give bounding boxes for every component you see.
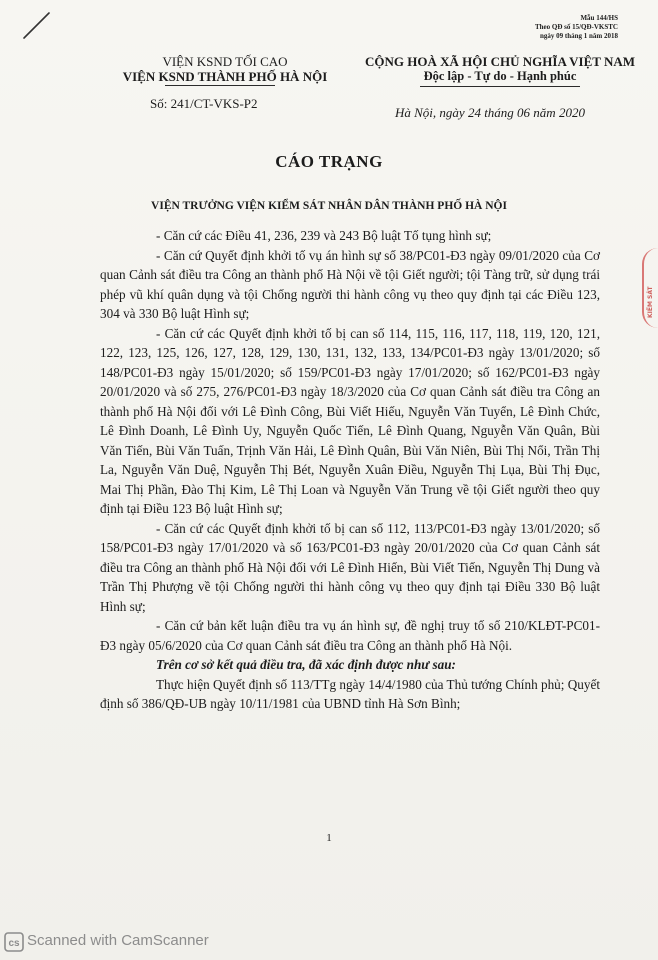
svg-text:cs: cs	[8, 938, 20, 949]
nation-motto: Độc lập - Tự do - Hạnh phúc	[423, 69, 577, 83]
legal-basis-paragraph: - Căn cứ Quyết định khởi tố vụ án hình sự số 38/PC01-Đ3 ngày 09/01/2020 của Cơ quan Cảnh sát điều tra Công an thành phố Hà Nội về tội Giết người; tội Tàng trữ, sử dụng trái phép vũ khí quân dụng và tội Chống người thi hành công vụ theo quy định tại các Điều 123, 304 và 330 Bộ luật Hình sự;	[100, 247, 600, 321]
organization-underline	[165, 85, 275, 86]
place-and-date: Hà Nội, ngày 24 tháng 06 năm 2020	[395, 105, 585, 120]
investigation-paragraph: Thực hiện Quyết định số 113/TTg ngày 14/4/1980 của Thủ tướng Chính phủ; Quyết định số 386/QĐ-UB ngày 10/11/1981 của UBND tỉnh Hà Sơn Bình;	[100, 676, 600, 711]
camscanner-watermark: Scanned with CamScanner	[27, 932, 209, 949]
national-header	[350, 54, 650, 84]
document-subtitle: VIỆN TRƯỞNG VIỆN KIỂM SÁT NHÂN DÂN THÀNH PHỐ HÀ NỘI	[151, 200, 507, 212]
form-code	[418, 14, 618, 41]
camscanner-logo-icon	[4, 932, 24, 952]
document-title: CÁO TRẠNG	[275, 152, 383, 171]
legal-basis-paragraph: - Căn cứ các Quyết định khởi tố bị can số 114, 115, 116, 117, 118, 119, 120, 121, 122, 123, 125, 126, 127, 128, 129, 130, 131, 132, 133, 134/PC01-Đ3 ngày 13/01/2020; số 148/PC01-Đ3 ngày 15/01/2020; số 159/PC01-Đ3 ngày 17/01/2020; số 162/PC01-Đ3 ngày 20/01/2020 và số 275, 276/PC01-Đ3 ngày 18/3/2020 của Cơ quan Cảnh sát điều tra Công an thành phố Hà Nội đối với Lê Đình Công, Bùi Viết Hiếu, Nguyễn Văn Tuyển, Lê Đình Chức, Lê Đình Doanh, Lê Đình Uy, Nguyễn Quốc Tiến, Lê Đình Quang, Nguyễn Văn Quân, Bùi Văn Tiến, Bùi Văn Tuấn, Trịnh Văn Hải, Lê Đình Quân, Bùi Văn Niên, Bùi Thị Nổi, Trần Thị La, Nguyễn Văn Duệ, Nguyễn Thị Bét, Nguyễn Xuân Điều, Nguyễn Thị Lụa, Bùi Thị Đục, Mai Thị Phần, Đào Thị Kim, Lê Thị Loan và Nguyễn Văn Trung về tội Giết người theo quy định tại Điều 123 Bộ luật Hình sự;	[100, 325, 600, 516]
form-code-line2: Theo QĐ số 15/QĐ-VKSTC	[534, 23, 618, 31]
legal-basis-paragraph: - Căn cứ các Quyết định khởi tố bị can số 112, 113/PC01-Đ3 ngày 13/01/2020; số 158/PC01-Đ3 ngày 17/01/2020 và số 163/PC01-Đ3 ngày 20/01/2020 của Cơ quan Cảnh sát điều tra Công an thành phố Hà Nội đối với Lê Đình Hiển, Bùi Viết Tiến, Nguyễn Thị Dung và Trần Thị Phượng về tội Chống người thi hành công vụ theo quy định tại Điều 330 Bộ luật Hình sự;	[100, 520, 600, 614]
page-number: 1	[326, 832, 332, 844]
investigation-intro: Trên cơ sở kết quả điều tra, đã xác định được như sau:	[156, 657, 456, 672]
organization-name: VIỆN KSND THÀNH PHỐ HÀ NỘI	[122, 69, 328, 84]
nation-underline	[420, 86, 580, 87]
organization-parent: VIỆN KSND TỐI CAO	[162, 54, 288, 69]
pen-stroke-mark	[22, 10, 52, 40]
legal-basis-paragraph: - Căn cứ bản kết luận điều tra vụ án hình sự, đề nghị truy tố số 210/KLĐT-PC01-Đ3 ngày 05/6/2020 của Cơ quan Cảnh sát điều tra Công an thành phố Hà Nội.	[100, 618, 600, 653]
issuing-organization	[100, 54, 350, 84]
document-number: Số: 241/CT-VKS-P2	[150, 96, 258, 111]
red-stamp-text: KIỂM SÁT	[647, 286, 654, 318]
nation-name: CỘNG HOÀ XÃ HỘI CHỦ NGHĨA VIỆT NAM	[364, 54, 636, 69]
legal-basis-paragraph: - Căn cứ các Điều 41, 236, 239 và 243 Bộ luật Tố tụng hình sự;	[156, 228, 492, 243]
form-code-line1: Mẫu 144/HS	[580, 14, 618, 22]
document-body	[100, 226, 600, 714]
form-code-line3: ngày 09 tháng 1 năm 2018	[540, 32, 618, 40]
